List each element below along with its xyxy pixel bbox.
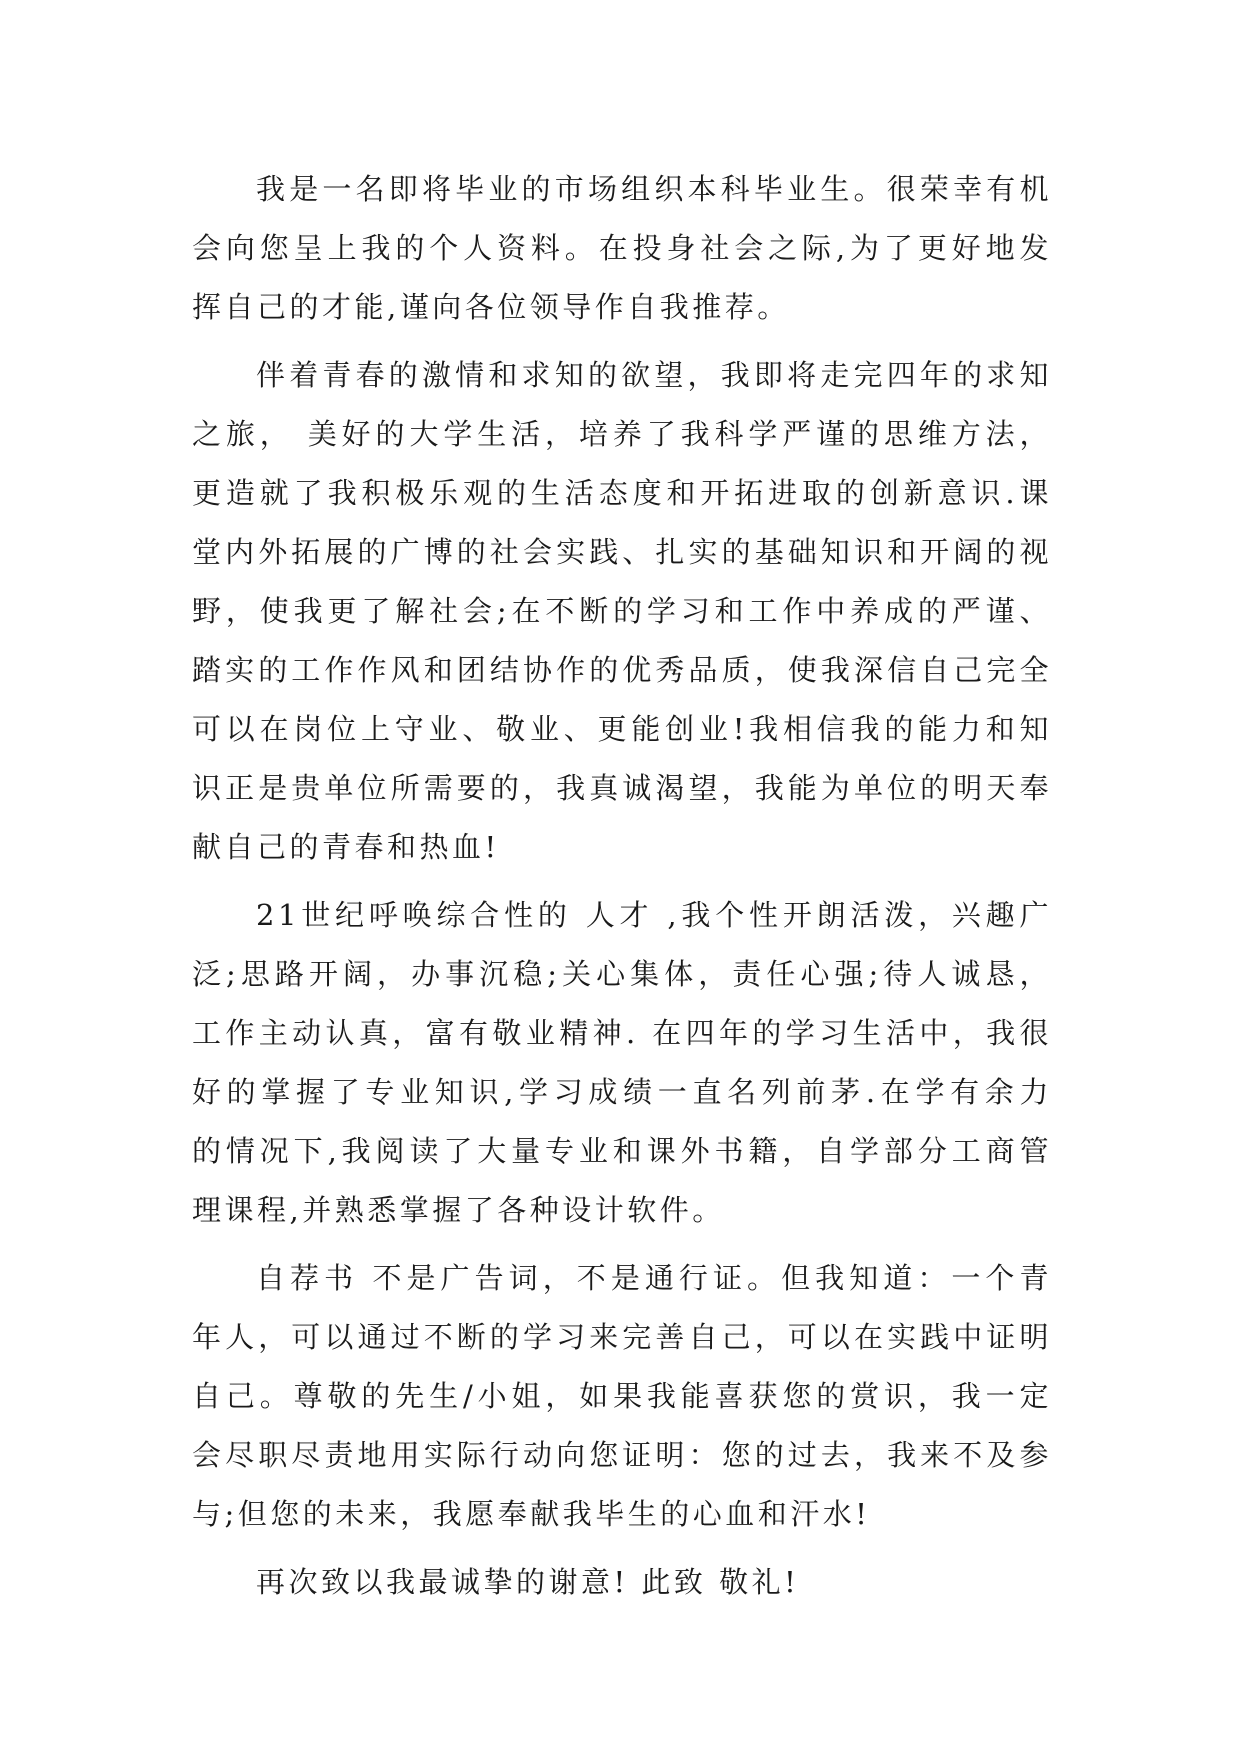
- text-line: 再次致以我最诚挚的谢意! 此致 敬礼!: [256, 1565, 800, 1599]
- paragraph-3: [192, 886, 1052, 1240]
- text-line: 自荐书 不是广告词，不是通行证。但我知道：一个青: [256, 1261, 1052, 1295]
- text-line: 识正是贵单位所需要的，我真诚渴望，我能为单位的明天奉: [192, 771, 1052, 805]
- text-line: 21世纪呼唤综合性的 人才 ,我个性开朗活泼，兴趣广: [256, 898, 1052, 932]
- paragraph-2: [192, 346, 1052, 877]
- paragraph-1: [192, 160, 1052, 337]
- text-line: 年人，可以通过不断的学习来完善自己，可以在实践中证明: [192, 1320, 1052, 1354]
- text-line: 自己。尊敬的先生/小姐，如果我能喜获您的赏识，我一定: [192, 1379, 1052, 1413]
- text-line: 献自己的青春和热血!: [192, 830, 500, 864]
- text-line: 可以在岗位上守业、敬业、更能创业!我相信我的能力和知: [192, 712, 1052, 746]
- text-line: 泛;思路开阔，办事沉稳;关心集体，责任心强;待人诚恳，: [192, 957, 1052, 991]
- text-line: 我是一名即将毕业的市场组织本科毕业生。很荣幸有机: [256, 172, 1052, 206]
- text-line: 会向您呈上我的个人资料。在投身社会之际,为了更好地发: [192, 231, 1052, 265]
- text-line: 挥自己的才能,谨向各位领导作自我推荐。: [192, 290, 790, 324]
- text-line: 伴着青春的激情和求知的欲望，我即将走完四年的求知: [256, 358, 1052, 392]
- text-line: 更造就了我积极乐观的生活态度和开拓进取的创新意识.课: [192, 476, 1052, 510]
- text-line: 野，使我更了解社会;在不断的学习和工作中养成的严谨、: [192, 594, 1052, 628]
- paragraph-5: [192, 1553, 1052, 1612]
- text-line: 理课程,并熟悉掌握了各种设计软件。: [192, 1193, 725, 1227]
- text-line: 的情况下,我阅读了大量专业和课外书籍，自学部分工商管: [192, 1134, 1052, 1168]
- text-line: 与;但您的未来，我愿奉献我毕生的心血和汗水!: [192, 1497, 871, 1531]
- text-line: 好的掌握了专业知识,学习成绩一直名列前茅.在学有余力: [192, 1075, 1052, 1109]
- text-line: 堂内外拓展的广博的社会实践、扎实的基础知识和开阔的视: [192, 535, 1052, 569]
- text-line: 工作主动认真，富有敬业精神. 在四年的学习生活中，我很: [192, 1016, 1052, 1050]
- text-line: 会尽职尽责地用实际行动向您证明：您的过去，我来不及参: [192, 1438, 1052, 1472]
- paragraph-4: [192, 1249, 1052, 1544]
- text-line: 之旅， 美好的大学生活，培养了我科学严谨的思维方法，: [192, 417, 1052, 451]
- document-body: [192, 160, 1052, 1621]
- text-line: 踏实的工作作风和团结协作的优秀品质，使我深信自己完全: [192, 653, 1052, 687]
